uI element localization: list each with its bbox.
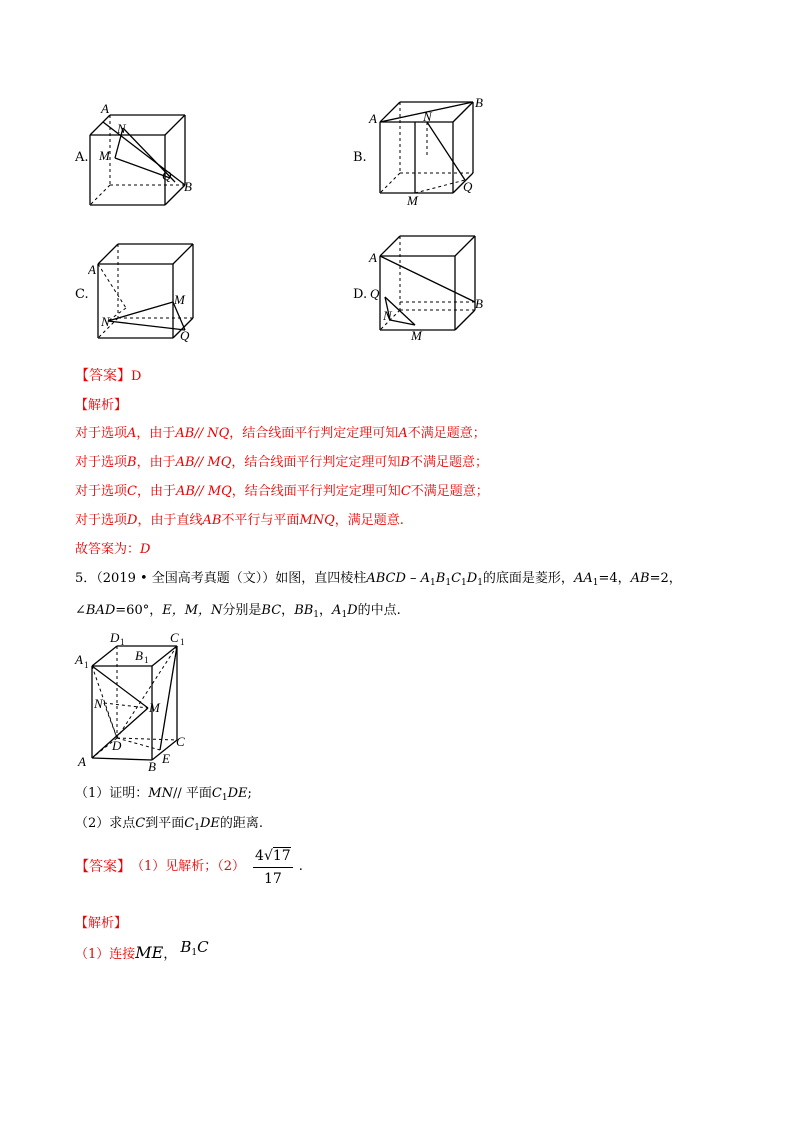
text: ，由于 — [136, 426, 176, 441]
analysis-conclusion — [75, 541, 150, 559]
point-a: A — [369, 111, 377, 126]
text: MNQ — [299, 513, 335, 528]
text: ，由于 — [136, 484, 176, 499]
numerator: 4√17 — [253, 847, 293, 868]
analysis-line-a — [75, 425, 486, 443]
text: AA — [573, 571, 593, 586]
text: ME — [135, 943, 164, 962]
text: 1 — [445, 578, 452, 588]
option-b-cube-figure — [365, 95, 490, 210]
text: 对于选项 — [75, 484, 128, 499]
radicand: 17 — [272, 847, 291, 864]
problem-5-statement-cont — [75, 602, 401, 624]
text: （1）连接 — [75, 947, 136, 962]
point-q: Q — [370, 286, 380, 301]
text: ，结合线面平行判定定理可知 — [231, 484, 401, 499]
text: C — [400, 484, 411, 499]
label-b: B — [148, 759, 156, 773]
answer-tag: 【答案】 — [75, 859, 131, 875]
text: D — [466, 571, 478, 586]
text: A — [127, 426, 137, 441]
text: DE — [199, 816, 220, 831]
option-b-label: B. — [353, 150, 367, 165]
text: 到平面 — [145, 816, 185, 831]
text: 4 — [255, 847, 264, 864]
text: C — [127, 484, 137, 499]
point-q: Q — [180, 328, 190, 343]
text: 1 — [221, 793, 228, 803]
text: ，由于 — [136, 455, 176, 470]
point-m: M — [174, 292, 185, 307]
text: AB — [630, 571, 650, 586]
point-a: A — [369, 250, 377, 265]
text: C — [211, 786, 222, 801]
text: A — [420, 571, 431, 586]
text: DE — [227, 786, 248, 801]
text: ，满足题意. — [334, 513, 404, 528]
label-a: A — [75, 652, 83, 667]
text: C — [451, 571, 462, 586]
text: =2， — [649, 571, 682, 586]
text: 1 — [191, 948, 198, 958]
point-q: Q — [162, 168, 172, 183]
text: 不满足题意； — [407, 426, 486, 441]
text: （1）证明： — [75, 786, 149, 801]
text: C — [197, 938, 209, 956]
text: ， — [319, 603, 333, 618]
label-c: C — [176, 734, 185, 749]
answer-fraction — [253, 847, 293, 888]
text: （2）求点 — [75, 816, 136, 831]
text: – — [405, 571, 421, 586]
label-d: D — [110, 630, 120, 645]
answer-line-2 — [75, 845, 303, 889]
answer-text: （1）见解析；（2） — [131, 859, 246, 874]
text: ，结合线面平行判定定理可知 — [229, 426, 399, 441]
denominator: 17 — [263, 870, 282, 887]
b1c — [180, 938, 208, 956]
text: ， — [281, 603, 295, 618]
point-m: M — [411, 328, 422, 343]
point-n: N — [101, 314, 110, 329]
text: A — [332, 603, 342, 618]
text: 不平行与平面 — [221, 513, 300, 528]
sub: 1 — [144, 655, 149, 665]
text: // 平面 — [172, 786, 212, 801]
period: . — [298, 859, 303, 874]
analysis-tag-2: 【解析】 — [75, 916, 128, 931]
point-n: N — [423, 109, 432, 124]
text: 分别是 — [222, 603, 262, 618]
text: B — [127, 455, 137, 470]
analysis-line-c — [75, 483, 489, 501]
text: 不满足题意； — [410, 484, 489, 499]
option-d-cube-figure — [365, 230, 490, 345]
text: 1 — [313, 610, 320, 620]
prism-figure — [72, 628, 202, 773]
text: A — [398, 426, 408, 441]
text: AB// MQ — [175, 484, 232, 499]
text: 对于选项 — [75, 513, 128, 528]
point-m: M — [407, 193, 418, 208]
option-c-cube-figure — [88, 238, 208, 348]
text: ∠ — [75, 603, 86, 618]
problem-5-statement — [75, 570, 682, 592]
text: ， — [163, 947, 177, 962]
sub: 1 — [84, 660, 89, 670]
label-d: D — [112, 738, 122, 753]
text: MN — [148, 786, 173, 801]
question-2 — [75, 815, 263, 837]
point-n: N — [117, 121, 126, 136]
answer-tag: 【答案】 — [75, 368, 131, 384]
text: =4， — [598, 571, 631, 586]
point-q: Q — [463, 179, 473, 194]
label-m: M — [149, 700, 160, 715]
sub: 1 — [120, 637, 125, 647]
option-c-label: C. — [75, 287, 89, 302]
analysis-2-line-1 — [75, 938, 209, 968]
answer-line-1 — [75, 367, 141, 386]
text: BB — [294, 603, 314, 618]
sub: 1 — [180, 637, 185, 647]
text: 不满足题意； — [409, 455, 488, 470]
point-n: N — [383, 308, 392, 323]
text: BAD — [85, 603, 116, 618]
point-b: B — [475, 95, 483, 110]
option-a-label: A. — [75, 150, 89, 165]
text: BC — [261, 603, 282, 618]
text: AB — [202, 513, 222, 528]
analysis-line-d — [75, 512, 404, 530]
text: D — [347, 603, 358, 618]
option-a-cube-figure — [85, 100, 205, 215]
point-a: A — [101, 101, 109, 116]
text: B — [435, 571, 446, 586]
text: 的底面是菱形， — [482, 571, 574, 586]
text: C — [135, 816, 146, 831]
text: 1 — [592, 578, 599, 588]
text: =60°， — [115, 603, 163, 618]
question-1 — [75, 785, 252, 807]
label-c: C — [170, 630, 179, 645]
text: 1 — [194, 823, 200, 833]
label-e: E — [162, 751, 170, 766]
text: 1 — [341, 610, 348, 620]
text: ，结合线面平行判定定理可知 — [231, 455, 401, 470]
text: B — [400, 455, 410, 470]
label-n: N — [94, 696, 103, 711]
text: ; — [247, 786, 252, 801]
text: ，由于直线 — [137, 513, 203, 528]
option-d-label: D. — [353, 287, 368, 302]
text: 对于选项 — [75, 426, 128, 441]
text: D — [140, 542, 151, 557]
text: AB// NQ — [175, 426, 230, 441]
analysis-line-b — [75, 454, 488, 472]
text: B — [180, 938, 192, 956]
text: 1 — [461, 578, 467, 588]
answer-value: D — [131, 369, 142, 384]
point-a: A — [88, 262, 96, 277]
problem-number: 5． — [75, 571, 97, 586]
text: AB// MQ — [175, 455, 232, 470]
point-m: M — [99, 148, 110, 163]
text: 1 — [477, 578, 483, 588]
analysis-tag: 【解析】 — [75, 398, 128, 413]
text: 的距离. — [219, 816, 263, 831]
label-b: B — [135, 648, 143, 663]
text: 对于选项 — [75, 455, 128, 470]
label-a: A — [78, 754, 86, 769]
point-b: B — [475, 296, 483, 311]
text: ABCD — [366, 571, 406, 586]
text: （2019 • 全国高考真题（文））如图，直四棱柱 — [96, 571, 367, 586]
text: 的中点. — [357, 603, 401, 618]
text: 故答案为： — [75, 542, 141, 557]
text: D — [127, 513, 138, 528]
point-b: B — [184, 179, 192, 194]
text: C — [184, 816, 195, 831]
text: E，M，N — [162, 603, 223, 618]
text: 1 — [430, 578, 436, 588]
